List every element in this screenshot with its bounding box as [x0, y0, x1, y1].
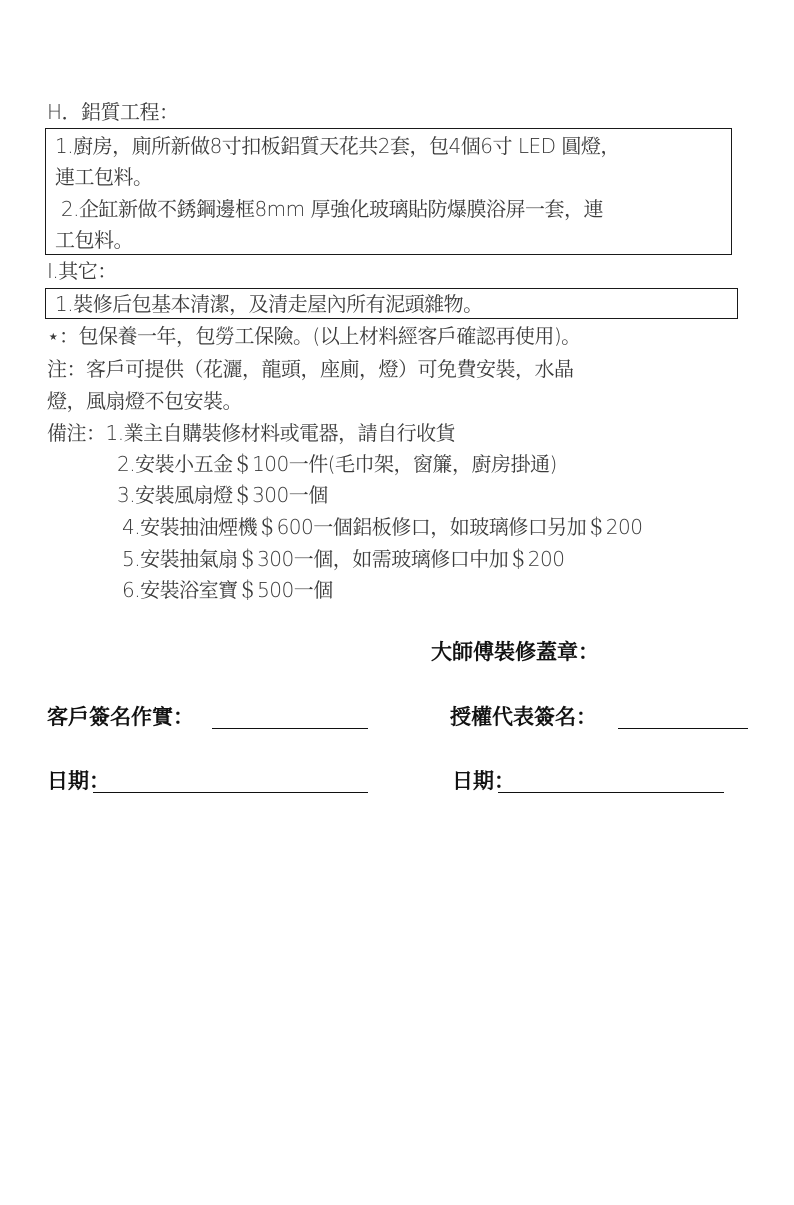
authorized-signature-label: 授權代表簽名： [450, 705, 597, 729]
remarks-item-1: 備注：1.業主自購裝修材料或電器，請自行收貨 [47, 421, 456, 445]
customer-supply-note-1: 注：客戶可提供（花灑，龍頭，座廁，燈）可免費安裝，水晶 [47, 357, 574, 381]
company-stamp-label: 大師傅裝修蓋章： [431, 640, 599, 664]
date-label-right: 日期： [452, 769, 515, 793]
authorized-signature-line[interactable] [618, 728, 748, 729]
remarks-item-2: 2.安裝小五金＄100一件(毛巾架，窗簾，廚房掛通) [117, 452, 557, 476]
customer-signature-line[interactable] [212, 728, 368, 729]
section-h-title: H．鋁質工程： [47, 100, 179, 124]
warranty-note: ⋆：包保養一年，包勞工保險。(以上材料經客戶確認再使用)。 [47, 324, 581, 348]
date-label-left: 日期： [47, 769, 110, 793]
remarks-item-6: 6.安裝浴室寶＄500一個 [122, 578, 333, 602]
section-h-line-1: 1.廚房，廁所新做8寸扣板鋁質天花共2套，包4個6寸 LED 圓燈， [55, 134, 620, 158]
date-line-right[interactable] [498, 792, 724, 793]
customer-signature-label: 客戶簽名作實： [47, 705, 194, 729]
section-i-title: I.其它： [47, 259, 117, 283]
section-i-line-1: 1.裝修后包基本清潔，及清走屋內所有泥頭雜物。 [55, 292, 483, 316]
date-line-left[interactable] [93, 792, 368, 793]
remarks-item-3: 3.安裝風扇燈＄300一個 [117, 483, 328, 507]
section-h-line-3: 2.企缸新做不銹鋼邊框8mm 厚強化玻璃貼防爆膜浴屏一套，連 [55, 197, 603, 221]
section-h-line-2: 連工包料。 [55, 165, 153, 189]
section-h-line-4: 工包料。 [55, 228, 133, 252]
remarks-item-4: 4.安裝抽油煙機＄600一個鋁板修口，如玻璃修口另加＄200 [122, 515, 643, 539]
customer-supply-note-2: 燈，風扇燈不包安裝。 [47, 389, 242, 413]
remarks-item-5: 5.安裝抽氣扇＄300一個，如需玻璃修口中加＄200 [122, 547, 565, 571]
